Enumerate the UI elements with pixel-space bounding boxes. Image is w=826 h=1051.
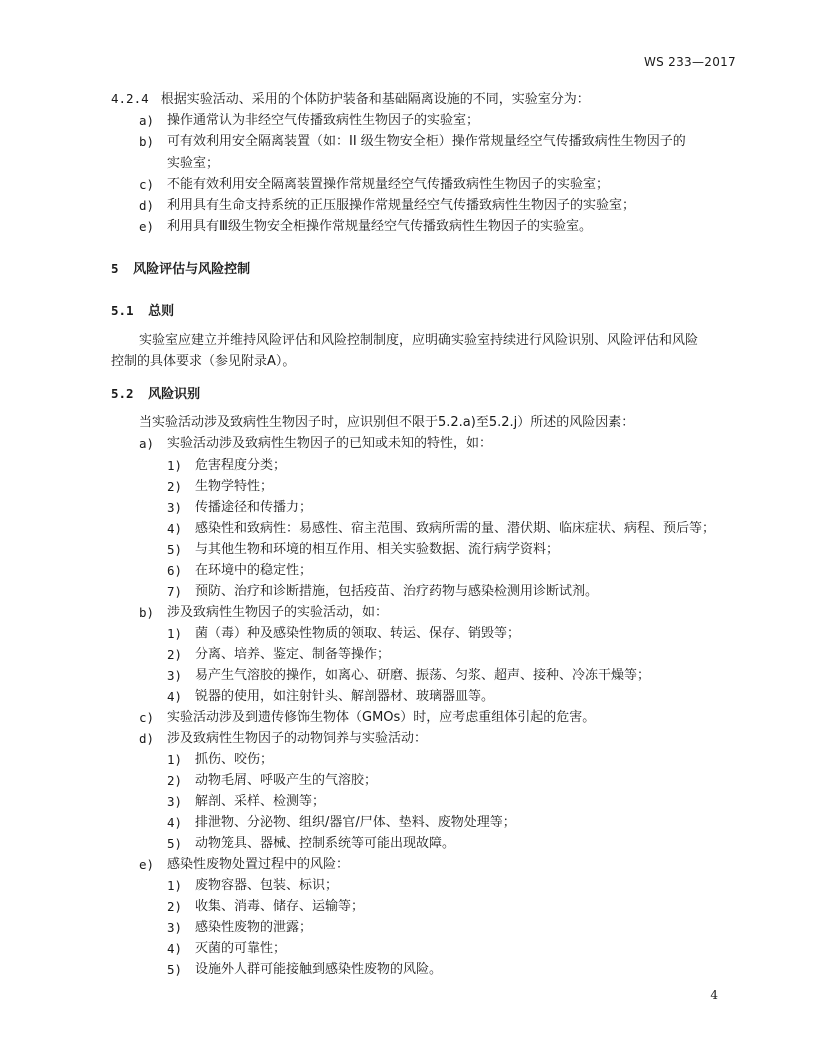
item-text: 操作通常认为非经空气传播致病性生物因子的实验室； [167, 113, 480, 128]
section-title: 风险识别 [148, 387, 201, 402]
sub-item-text: 排泄物、分泌物、组织/器官/尸体、垫料、废物处理等； [195, 815, 516, 830]
sub-item-text: 传播途径和传播力； [195, 500, 313, 515]
item-text-cont: 实验室； [167, 156, 220, 171]
sub-item-text: 易产生气溶胶的操作，如离心、研磨、振荡、匀浆、超声、接种、冷冻干燥等； [195, 668, 651, 683]
section-number: 5.1 [111, 303, 134, 318]
item-text: 涉及致病性生物因子的实验活动，如： [167, 605, 389, 620]
item-label: c) [139, 177, 155, 192]
item-label: c) [139, 710, 155, 725]
item-label: d) [139, 198, 155, 213]
page-number: 4 [710, 988, 718, 1002]
sub-item-number: 3) [167, 500, 183, 515]
section-title: 风险评估与风险控制 [133, 262, 251, 277]
item-label: a) [139, 436, 155, 451]
item-label: e) [139, 219, 155, 234]
sub-item-number: 4) [167, 521, 183, 536]
sub-item-text: 锐器的使用，如注射针头、解剖器材、玻璃器皿等。 [195, 689, 495, 704]
clause-text: 根据实验活动、采用的个体防护装备和基础隔离设施的不同，实验室分为： [160, 92, 590, 107]
sub-item-number: 2) [167, 773, 183, 788]
item-text: 不能有效利用安全隔离装置操作常规量经空气传播致病性生物因子的实验室； [167, 177, 610, 192]
item-text: 实验活动涉及到遗传修饰生物体（GMOs）时，应考虑重组体引起的危害。 [167, 710, 596, 725]
sub-item-text: 抓伤、咬伤； [195, 752, 274, 767]
sub-item-text: 危害程度分类； [195, 458, 287, 473]
sub-item-number: 3) [167, 794, 183, 809]
sub-item-text: 设施外人群可能接触到感染性废物的风险。 [195, 962, 443, 977]
sub-item-text: 在环境中的稳定性； [195, 563, 313, 578]
document-code: WS 233—2017 [643, 55, 736, 69]
sub-item-number: 6) [167, 563, 183, 578]
sub-item-text: 分离、培养、鉴定、制备等操作； [195, 647, 391, 662]
item-text: 可有效利用安全隔离装置（如：II 级生物安全柜）操作常规量经空气传播致病性生物因子的 [167, 134, 686, 149]
sub-item-text: 灭菌的可靠性； [195, 941, 287, 956]
sub-item-number: 1) [167, 752, 183, 767]
sub-item-number: 1) [167, 626, 183, 641]
item-label: b) [139, 134, 155, 149]
sub-item-number: 1) [167, 458, 183, 473]
item-text: 利用具有Ⅲ级生物安全柜操作常规量经空气传播致病性生物因子的实验室。 [167, 219, 592, 234]
item-text: 涉及致病性生物因子的动物饲养与实验活动： [167, 731, 428, 746]
section-title: 总则 [148, 304, 175, 319]
sub-item-number: 5) [167, 962, 183, 977]
sub-item-text: 与其他生物和环境的相互作用、相关实验数据、流行病学资料； [195, 542, 560, 557]
sub-item-number: 2) [167, 647, 183, 662]
sub-item-number: 5) [167, 836, 183, 851]
sub-item-text: 废物容器、包装、标识； [195, 878, 339, 893]
section-number: 5 [111, 261, 119, 276]
sub-item-text: 动物笼具、器械、控制系统等可能出现故障。 [195, 836, 456, 851]
sub-item-text: 预防、治疗和诊断措施，包括疫苗、治疗药物与感染检测用诊断试剂。 [195, 584, 599, 599]
item-label: e) [139, 857, 155, 872]
item-label: a) [139, 113, 155, 128]
sub-item-text: 动物毛屑、呼吸产生的气溶胶； [195, 773, 378, 788]
section-heading-5-1 [111, 302, 174, 321]
sub-item-number: 3) [167, 920, 183, 935]
sub-item-number: 4) [167, 941, 183, 956]
paragraph-line: 当实验活动涉及致病性生物因子时，应识别但不限于5.2.a)至5.2.j）所述的风险因素： [139, 415, 635, 430]
sub-item-number: 4) [167, 815, 183, 830]
sub-item-text: 感染性和致病性：易感性、宿主范围、致病所需的量、潜伏期、临床症状、病程、预后等； [195, 521, 716, 536]
sub-item-number: 7) [167, 584, 183, 599]
sub-item-number: 3) [167, 668, 183, 683]
sub-item-number: 2) [167, 479, 183, 494]
sub-item-text: 收集、消毒、储存、运输等； [195, 899, 365, 914]
paragraph-line: 实验室应建立并维持风险评估和风险控制制度，应明确实验室持续进行风险识别、风险评估和风险 [139, 333, 699, 348]
sub-item-text: 生物学特性； [195, 479, 274, 494]
sub-item-number: 1) [167, 878, 183, 893]
item-text: 利用具有生命支持系统的正压服操作常规量经空气传播致病性生物因子的实验室； [167, 198, 636, 213]
item-label: b) [139, 605, 155, 620]
sub-item-text: 解剖、采样、检测等； [195, 794, 326, 809]
sub-item-text: 感染性废物的泄露； [195, 920, 313, 935]
sub-item-number: 5) [167, 542, 183, 557]
item-label: d) [139, 731, 155, 746]
item-text: 感染性废物处置过程中的风险： [167, 857, 350, 872]
sub-item-number: 4) [167, 689, 183, 704]
item-text: 实验活动涉及致病性生物因子的已知或未知的特性，如： [167, 436, 493, 451]
clause-number: 4.2.4 [111, 91, 149, 106]
section-heading-5 [111, 260, 250, 279]
section-heading-5-2 [111, 385, 200, 404]
sub-item-number: 2) [167, 899, 183, 914]
paragraph-line: 控制的具体要求（参见附录A）。 [111, 354, 296, 369]
sub-item-text: 菌（毒）种及感染性物质的领取、转运、保存、销毁等； [195, 626, 521, 641]
section-number: 5.2 [111, 386, 134, 401]
clause-4-2-4 [111, 90, 590, 109]
